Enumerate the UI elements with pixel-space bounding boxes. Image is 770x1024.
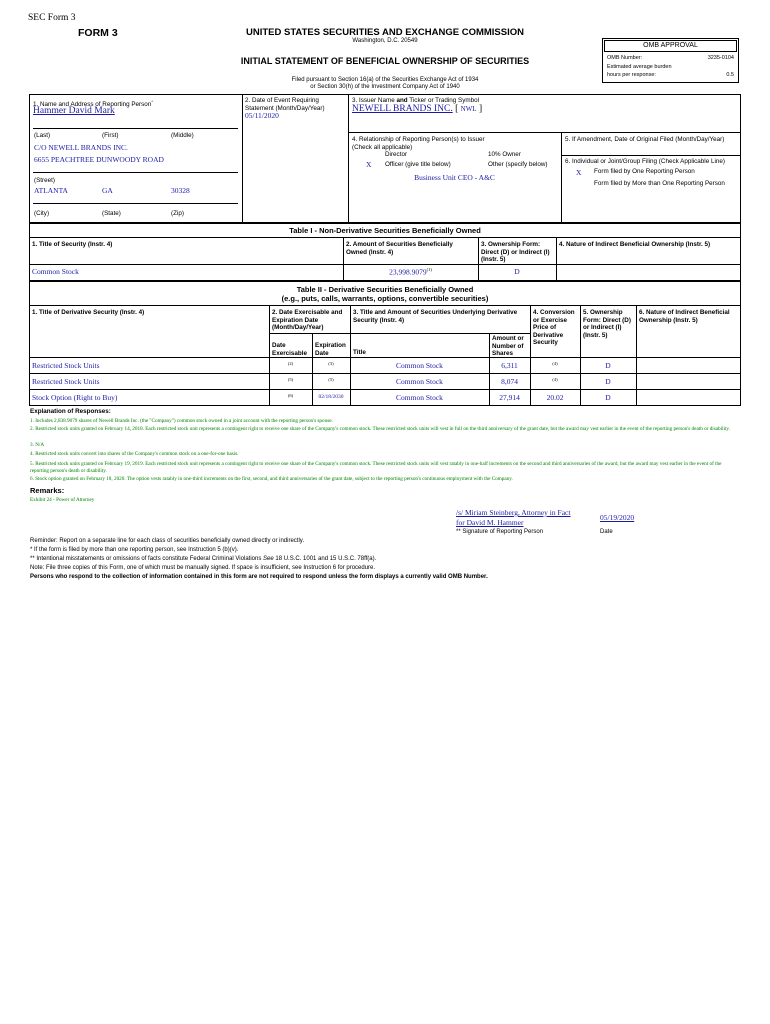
signature-name[interactable]: /s/ Miriam Steinberg, Attorney in Fact for David M. Hammer — [456, 508, 571, 527]
filing-one-checkmark: X — [576, 168, 582, 177]
issuer-name-link[interactable]: NEWELL BRANDS INC. — [352, 104, 453, 114]
state-value: GA — [102, 186, 113, 195]
table1-header-amount: 2. Amount of Securities Beneficially Owned (Instr. 4) — [346, 241, 453, 256]
footnote-1: 1. Includes 2,838.9079 shares of Newell Brands Inc. (the "Company") common stock owned in a joint account with the reporting person's spouse. — [30, 418, 333, 424]
reporting-person-label: 1. Name and Address of Reporting Person* — [33, 99, 153, 109]
footnote-2: 2. Restricted stock units granted on February 14, 2018. Each restricted stock unit represents a contingent right to receive one share of the Company's common stock. These restricted stock units will vest in full on the third anniversary of the grant date, but the award may vest earlier in the event of the reporting person's death or disability. — [30, 426, 730, 432]
signature-label: ** Signature of Reporting Person — [456, 529, 544, 535]
street-label: (Street) — [34, 177, 55, 184]
table2-row1-exercisable: (2) — [287, 361, 294, 366]
table2-row3-expiration: 02/18/2030 — [318, 394, 344, 400]
table2-header-underlying: 3. Title and Amount of Securities Underlying Derivative Security (Instr. 4) — [353, 309, 518, 324]
table2-row2-underlying: Common Stock — [396, 377, 443, 386]
filed-pursuant-line1: Filed pursuant to Section 16(a) of the Securities Exchange Act of 1934 — [291, 77, 479, 83]
table2-row3-shares: 27,914 — [499, 393, 520, 402]
omb-hours-label: hours per response: — [607, 72, 656, 78]
table2-subtitle: (e.g., puts, calls, warrants, options, convertible securities) — [281, 294, 489, 303]
issuer-name-row: NEWELL BRANDS INC. [ NWL ] — [352, 104, 483, 114]
page-title: INITIAL STATEMENT OF BENEFICIAL OWNERSHIP OF SECURITIES — [240, 56, 530, 66]
table2-row3-price: 20.02 — [546, 393, 564, 402]
zip-value: 30328 — [171, 186, 190, 195]
table1-title: Table I - Non-Derivative Securities Beneficially Owned — [289, 226, 481, 235]
officer-title: Business Unit CEO - A&C — [414, 173, 495, 182]
amendment-label: 5. If Amendment, Date of Original Filed (Month/Day/Year) — [565, 136, 725, 143]
table2-sub-amount: Amount or Number of Shares — [492, 335, 524, 357]
event-date-label: 2. Date of Event Requiring Statement (Month/Day/Year) — [245, 97, 325, 112]
footer-reminder: Reminder: Report on a separate line for each class of securities beneficially owned directly or indirectly. — [30, 538, 305, 544]
omb-number: 3235-0104 — [707, 55, 734, 61]
officer-checkmark: X — [366, 160, 372, 169]
table2-sub-exercisable: Date Exercisable — [272, 342, 308, 357]
table2-header-form: 5. Ownership Form: Direct (D) or Indirect (I) (Instr. 5) — [583, 309, 631, 339]
city-value: ATLANTA — [34, 186, 68, 195]
filing-one-label: Form filed by One Reporting Person — [594, 168, 695, 175]
footnote-ref: (1) — [426, 267, 432, 272]
officer-label: Officer (give title below) — [385, 161, 451, 168]
table2-row2-form: D — [605, 377, 611, 386]
signature-date-label: Date — [600, 529, 613, 535]
director-label: Director — [385, 151, 408, 158]
table1-header-form: 3. Ownership Form: Direct (D) or Indirect (I) (Instr. 5) — [481, 241, 550, 263]
filed-pursuant-line2: or Section 30(h) of the Investment Company Act of 1940 — [310, 84, 460, 90]
event-date-value: 05/11/2020 — [245, 111, 279, 120]
table2-row3-title: Stock Option (Right to Buy) — [32, 393, 118, 402]
commission-name: UNITED STATES SECURITIES AND EXCHANGE COMMISSION — [246, 27, 524, 38]
state-label: (State) — [102, 210, 121, 217]
table2-row1-shares: 6,311 — [501, 361, 518, 370]
address-line1: C/O NEWELL BRANDS INC. — [34, 143, 128, 152]
table1-header-title: 1. Title of Security (Instr. 4) — [32, 241, 113, 248]
filing-type-label: 6. Individual or Joint/Group Filing (Check Applicable Line) — [565, 158, 725, 165]
table2-sub-title: Title — [353, 349, 366, 356]
table1-row-amount: 23,998.9079$^{(1)}$ — [389, 267, 432, 277]
middle-label: (Middle) — [171, 132, 194, 139]
omb-approval-box — [602, 38, 739, 83]
table2-row1-underlying: Common Stock — [396, 361, 443, 370]
table2-row3-form: D — [605, 393, 611, 402]
remarks-label: Remarks: — [30, 486, 65, 495]
table2-header-title: 1. Title of Derivative Security (Instr. 4) — [32, 309, 145, 316]
footer-note: Note: File three copies of this Form, one of which must be manually signed. If space is insufficient, see Instruction 6 for procedure. — [30, 565, 376, 571]
table2-header-nature: 6. Nature of Indirect Beneficial Ownership (Instr. 5) — [639, 309, 730, 324]
omb-hours-value: 0.5 — [726, 72, 734, 78]
table2-row2-exercisable: (5) — [287, 377, 294, 382]
table1-header-nature: 4. Nature of Indirect Beneficial Ownership (Instr. 5) — [559, 241, 711, 248]
table2-title: Table II - Derivative Securities Beneficially Owned — [296, 285, 474, 294]
table2-row3-underlying: Common Stock — [396, 393, 443, 402]
footer-multiple-filers: * If the form is filed by more than one reporting person, see Instruction 5 (b)(v). — [30, 547, 239, 553]
last-label: (Last) — [34, 132, 51, 139]
other-label: Other (specify below) — [488, 161, 548, 168]
table2-row3-exercisable: (6) — [287, 393, 294, 398]
omb-title: OMB APPROVAL — [604, 40, 737, 52]
table1-row-title: Common Stock — [32, 267, 79, 276]
table2-row2-shares: 8,074 — [501, 377, 518, 386]
footer-misstatements: ** Intentional misstatements or omissions of facts constitute Federal Criminal Violations See 18 U.S.C. 1001 and 15 U.S.C. 78ff(a). — [30, 556, 377, 562]
footnote-3: 3. N/A — [30, 442, 45, 448]
table2-row1-price: (4) — [552, 361, 558, 366]
commission-location: Washington, D.C. 20549 — [352, 38, 418, 44]
relationship-label: 4. Relationship of Reporting Person(s) to Issuer (Check all applicable) — [352, 136, 485, 151]
footnote-4: 4. Restricted stock units convert into shares of the Company's common stock on a one-for-one basis. — [30, 451, 239, 457]
first-label: (First) — [102, 132, 119, 139]
address-line2: 6655 PEACHTREE DUNWOODY ROAD — [34, 155, 164, 164]
issuer-label: 3. Issuer Name and Ticker or Trading Symbol — [352, 97, 480, 104]
table2-row1-form: D — [605, 361, 611, 370]
sec-form-label: SEC Form 3 — [28, 13, 76, 23]
table2-row2-expiration: (5) — [328, 377, 334, 382]
footnote-5: 5. Restricted stock units granted on February 19, 2019. Each restricted stock unit represents a contingent right to receive one share of the Company's common stock. These restricted stock units will vest ratably in one-half increments on the second and third anniversaries of the award, but the award may vest earlier in the event of the reporting person's death or disability. — [30, 461, 722, 474]
footer-omb-notice: Persons who respond to the collection of information contained in this form are not required to respond unless the form displays a currently valid OMB Number. — [30, 574, 488, 580]
table2-row2-price: (4) — [552, 377, 558, 382]
form-number: FORM 3 — [78, 27, 118, 39]
ten-percent-owner-label: 10% Owner — [488, 151, 521, 158]
explanation-label: Explanation of Responses: — [30, 408, 111, 415]
city-label: (City) — [34, 210, 50, 217]
omb-number-label: OMB Number: — [607, 55, 643, 61]
table2-header-price: 4. Conversion or Exercise Price of Derivative Security — [533, 309, 575, 346]
issuer-ticker: NWL — [460, 105, 477, 113]
footnote-6: 6. Stock option granted on February 18, 2020. The option vests ratably in one-third increments on the first, second, and third anniversaries of the grant date, subject to the reporting person's continuous employment with the Company. — [30, 476, 513, 482]
table1-row-form: D — [514, 267, 520, 276]
reporting-person-name[interactable]: Hammer David Mark — [33, 106, 115, 116]
remarks-text: Exhibit 24 - Power of Attorney — [30, 497, 95, 503]
table2-row1-title: Restricted Stock Units — [32, 361, 100, 370]
signature-date[interactable]: 05/19/2020 — [600, 513, 635, 522]
zip-label: (Zip) — [171, 210, 184, 217]
table2-sub-expiration: Expiration Date — [315, 342, 346, 357]
omb-burden-label: Estimated average burden — [607, 64, 672, 70]
filing-more-label: Form filed by More than One Reporting Person — [594, 180, 725, 187]
table2-row1-expiration: (3) — [328, 361, 334, 366]
table2-header-dates: 2. Date Exercisable and Expiration Date (Month/Day/Year) — [272, 309, 343, 331]
table2-row2-title: Restricted Stock Units — [32, 377, 100, 386]
